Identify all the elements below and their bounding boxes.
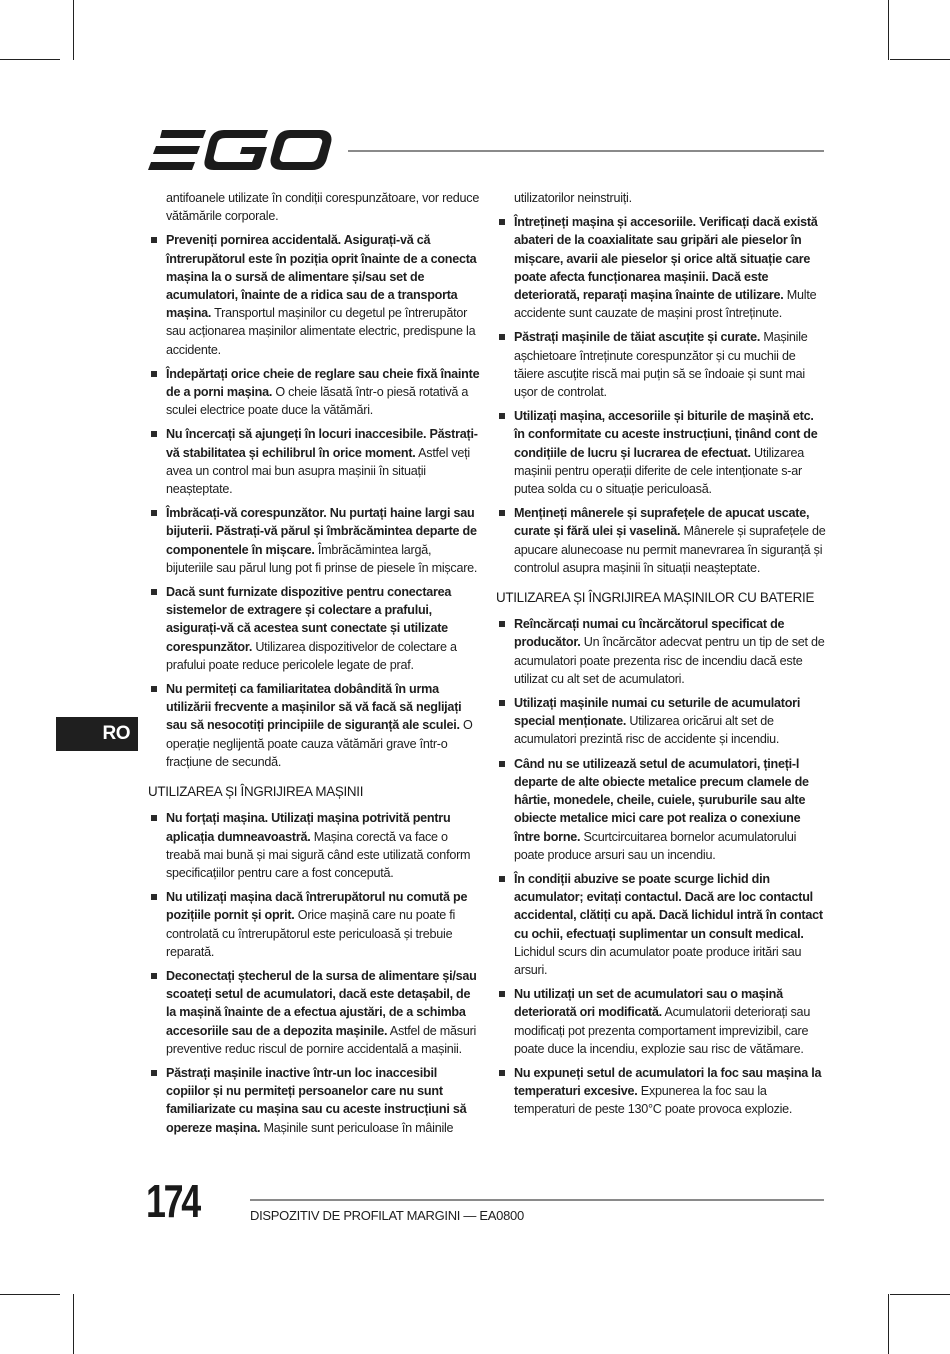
item-text: Mașinile sunt periculoase în mâinile [260,1120,454,1135]
item-text: O cheie lăsată într-o piesă rotativă a sculei electrice poate duce la vătămări. [166,385,469,418]
footer-title: DISPOZITIV DE PROFILAT MARGINI — EA0800 [250,1208,524,1223]
bullet-icon [499,219,505,225]
safety-item [148,504,480,577]
bullet-icon [499,413,505,419]
safety-item [496,755,826,864]
safety-item [496,615,826,688]
crop-mark [888,0,889,60]
item-text: Mașina corectă va face o treabă mai bună și mai sigură când este utilizată conform specificațiilor pentru care a fost concepută. [166,829,471,880]
section-heading: UTILIZAREA ȘI ÎNGRIJIREA MAȘINII [148,784,364,800]
crop-mark [73,0,74,60]
item-text: Acumulatorii deteriorați sau modificați pot prezenta comportament imprevizibil, care poate duce la incendiu, explozie sau risc de vătămare. [514,1005,811,1056]
safety-item [148,583,480,674]
item-bold: Păstrați mașinile de tăiat ascuțite și curate. [514,330,761,345]
item-text: Mânerele și suprafețele de apucare alunecoase nu permit manevrarea în siguranță și controlul asupra mașinii în situații neașteptate. [514,524,826,575]
language-tab: RO [56,717,138,751]
safety-item [496,328,826,401]
bullet-icon [499,761,505,767]
left-column [148,189,480,1143]
bullet-icon [151,686,157,692]
item-bold: Îmbrăcați-vă corespunzător. Nu purtați haine largi sau bijuterii. Păstrați-vă părul și îmbrăcămintea departe de componentele în mișcare. [166,506,477,557]
item-text: Utilizarea mașinii pentru operații diferite de cele intenționate s-ar putea solda cu o situație periculoasă. [514,445,805,497]
item-bold: Nu utilizați mașina dacă întrerupătorul nu comută pe pozițiile pornit și oprit. [166,890,468,923]
crop-mark [890,1294,950,1295]
header-rule [348,150,824,152]
bullet-icon [499,991,505,997]
safety-item [148,1064,480,1137]
item-text: Un încărcător adecvat pentru un tip de set de acumulatori poate prezenta risc de incendiu dacă este utilizat cu alt set de acumulatori. [514,635,825,686]
bullet-icon [499,510,505,516]
safety-item [496,870,826,979]
safety-item [496,694,826,749]
item-bold: Păstrați mașinile inactive într-un loc inaccesibil copiilor și nu permiteți persoanelor care nu sunt familiarizate cu mașina sau cu aceste instrucțiuni să opereze mașina. [166,1065,467,1135]
safety-item [148,231,480,358]
item-bold: Când nu se utilizează setul de acumulatori, țineți-l departe de alte obiecte metalice precum clamele de hârtie, monedele, cheile, cuiele, șuruburile sau alte obiecte metalice mici care pot realiza o conexiune între borne. [514,756,809,844]
bullet-icon [499,700,505,706]
item-bold: Mențineți mânerele și suprafețele de apucat uscate, curate și fără ulei și vaselină. [514,506,810,539]
bullet-icon [151,1070,157,1076]
bullet-icon [499,1070,505,1076]
bullet-icon [151,431,157,437]
item-text: Multe accidente sunt cauzate de mașini prost întreținute. [514,288,817,321]
bullet-icon [151,237,157,243]
item-text: Mașinile așchietoare întreținute corespunzător și cu muchii de tăiere ascuțite riscă mai puțin să se îndoaie și sunt mai ușor de controlat. [514,330,808,400]
bullet-icon [151,371,157,377]
safety-item [148,888,480,961]
crop-mark [890,59,950,60]
item-bold: Nu permiteți ca familiaritatea dobândită în urma utilizării frecvente a mașinilor să vă facă să neglijați sau să nesocotiți principiile de siguranță ale sculei. [166,682,462,733]
footer-rule [250,1199,824,1201]
item-bold: Nu utilizați un set de acumulatori sau o mașină deteriorată ori modificată. [514,987,783,1020]
bullet-icon [499,621,505,627]
bullet-icon [151,894,157,900]
item-bold: Dacă sunt furnizate dispozitive pentru conectarea sistemelor de extragere și colectare a prafului, asigurați-vă că acestea sunt conectate și utilizate corespunzător. [166,585,452,654]
bullet-icon [151,815,157,821]
bullet-icon [499,876,505,882]
item-text: Transportul mașinilor cu degetul pe întrerupător sau acționarea mașinilor alimentate electric, predispune la accidente. [166,306,476,357]
safety-item [148,425,480,498]
item-bold: Preveniți pornirea accidentală. Asigurați-vă că întrerupătorul este în poziția oprit înainte de a conecta mașina la o sursă de alimentare și/sau set de acumulatori, înainte de a ridica sau de a transporta mașina. [166,233,477,321]
item-bold: Deconectați ștecherul de la sursa de alimentare și/sau scoateți setul de acumulatori, dacă este detașabil, de la mașină înainte de a efectua ajustări, de a schimba accesoriile sau de a depozita mașinile. [166,968,477,1038]
safety-item [148,809,480,882]
continuation-text: antifoanele utilizate în condiții corespunzătoare, vor reduce vătămările corporale. [166,191,480,224]
item-text: Scurtcircuitarea bornelor acumulatorului poate produce arsuri sau un incendiu. [514,829,797,862]
item-text: Astfel veți avea un control mai bun asupra mașinii în situații neașteptate. [166,445,470,497]
item-bold: Nu expuneți setul de acumulatori la foc sau mașina la temperaturi excesive. [514,1065,822,1099]
item-text: Lichidul scurs din acumulator poate produce iritări sau arsuri. [514,944,802,977]
safety-item [496,1064,826,1119]
crop-mark [888,1294,889,1354]
safety-item [148,680,480,771]
item-bold: Nu forțați mașina. Utilizați mașina potrivită pentru aplicația dumneavoastră. [166,811,451,844]
safety-item [496,407,826,498]
safety-item [496,504,826,577]
item-text: O operație neglijentă poate cauza vătămări grave într-o fracțiune de secundă. [166,718,473,769]
item-bold: Reîncărcați numai cu încărcătorul specificat de producător. [514,617,785,650]
crop-mark [0,59,60,60]
bullet-icon [151,510,157,516]
ego-logo [148,128,332,172]
bullet-icon [499,334,505,340]
item-text: Utilizarea dispozitivelor de colectare a prafului poate reduce pericolele legate de praf. [166,639,457,672]
item-bold: Utilizați mașinile numai cu seturile de acumulatori special menționate. [514,696,801,729]
page-number: 174 [146,1175,199,1227]
item-bold: Utilizați mașina, accesoriile și biturile de mașină etc. în conformitate cu aceste instrucțiuni, ținând cont de condițiile de lucru și lucrarea de efectuat. [514,409,818,460]
item-text: Utilizarea oricărui alt set de acumulatori prezintă risc de accidente și incendiu. [514,714,780,747]
crop-mark [0,1294,60,1295]
safety-item [148,365,480,420]
safety-item [496,213,826,322]
right-column [496,189,826,1125]
item-text: Astfel de măsuri preventive reduc riscul de pornire accidentală a mașinii. [166,1023,477,1056]
item-text: Orice mașină care nu poate fi controlată cu întrerupătorul este periculoasă și trebuie reparată. [166,908,456,959]
continuation-text: utilizatorilor neinstruiți. [514,191,632,205]
safety-item [148,967,480,1058]
item-text: Îmbrăcămintea largă, bijuteriile sau părul lung pot fi prinse de piesele în mișcare. [166,542,478,575]
item-bold: Întrețineți mașina și accesoriile. Verificați dacă există abateri de la coaxialitate sau gripări ale pieselor în mișcare, avarii ale pieselor și orice altă situație care poate afecta funcționarea mașinii. Dacă este deteriorată, reparați mașina înainte de utilizare. [514,215,818,303]
item-bold: Îndepărtați orice cheie de reglare sau cheie fixă înainte de a porni mașina. [166,366,480,400]
item-bold: Nu încercați să ajungeți în locuri inaccesibile. Păstrați-vă stabilitatea și echilibrul în orice moment. [166,427,478,460]
section-heading: UTILIZAREA ȘI ÎNGRIJIREA MAȘINILOR CU BATERIE [496,590,815,606]
item-bold: În condiții abuzive se poate scurge lichid din acumulator; evitați contactul. Dacă are loc contactul accidental, clătiți cu apă. Dacă lichidul intră în contact cu ochii, efectuați suplimentar un consult medical. [514,871,823,941]
item-text: Expunerea la foc sau la temperaturi de peste 130°C poate provoca explozie. [514,1084,793,1117]
bullet-icon [151,973,157,979]
safety-item [496,985,826,1058]
bullet-icon [151,589,157,595]
crop-mark [73,1294,74,1354]
